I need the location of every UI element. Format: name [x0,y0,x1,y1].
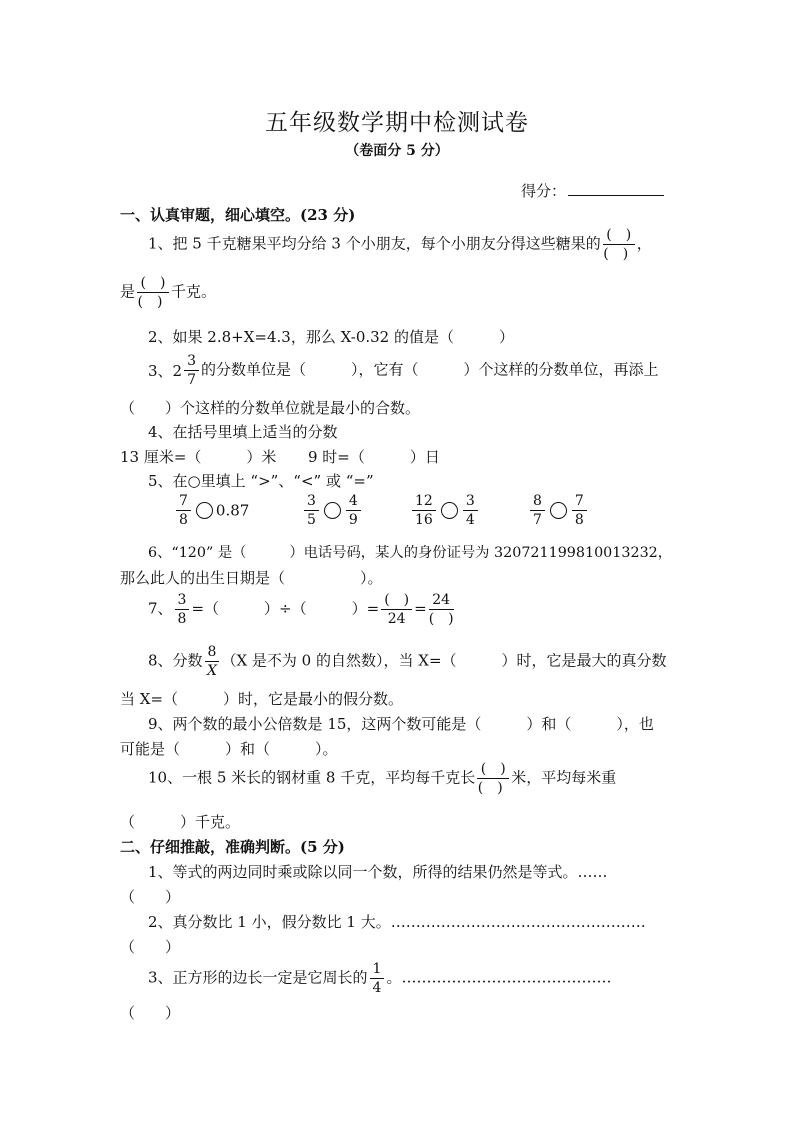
question-1-6-cont: 那么此人的出生日期是（ ）。 [120,569,383,587]
question-1-1-cont [120,276,216,309]
q8-text-a: （X 是不为 0 的自然数），当 X=（ ）时，它是最大的真分数 [221,651,667,670]
judge-3-answer[interactable]: （ ） [120,1004,181,1022]
fraction-8-x: $\frac{8}{X}$ [205,645,220,678]
section-2-heading: 二、仔细推敲，准确判断。(5 分) [120,838,345,856]
question-1-5: 5、在○里填上 “>”、“<” 或 “=” [148,472,374,490]
q10-text-b: 米，平均每米重 [511,768,617,787]
q3-text-a: 的分数单位是（ ），它有（ ）个这样的分数单位，再添上 [201,360,659,379]
question-1-10 [148,762,616,795]
judge-3 [148,962,611,995]
q1-text-a: 1、把 5 千克糖果平均分给 3 个小朋友，每个小朋友分得这些糖果的 [148,234,601,253]
question-1-4: 4、在括号里填上适当的分数 [148,423,338,441]
page-subtitle: （卷面分 5 分） [345,143,449,159]
q4-line-b: 9 时=（ ）日 [308,448,440,466]
question-1-2: 2、如果 2.8+X=4.3，那么 X-0.32 的值是（ ） [148,328,514,346]
q7-prefix: 7、 [148,599,173,618]
judge-3-text-a: 3、正方形的边长一定是它周长的 [148,968,368,987]
judge-2: 2、真分数比 1 小，假分数比 1 大。…………………………………………… [148,913,646,931]
compare-item-1: $\frac{7}{8}$ 0.87 [174,494,249,527]
q3-prefix: 3、2 [148,362,183,380]
question-1-3 [148,354,659,387]
q1-text-d: 千克。 [171,282,217,301]
q8-prefix: 8、分数 [148,651,203,670]
score-field [521,180,664,201]
question-1-1 [148,228,652,261]
fraction-3-8: $\frac{3}{8}$ [175,593,190,626]
question-1-7 [148,593,456,626]
compare-item-3: $\frac{12}{16}$ $\frac{3}{4}$ [410,494,480,527]
blank-fraction[interactable]: $\frac{( )}{( )}$ [137,276,169,309]
q4-line-a: 13 厘米=（ ）米 [120,448,277,466]
judge-1-answer[interactable]: （ ） [120,888,181,906]
judge-2-answer[interactable]: （ ） [120,938,181,956]
compare-item-4: $\frac{8}{7}$ $\frac{7}{8}$ [528,494,589,527]
score-label: 得分： [521,182,567,200]
judge-1: 1、等式的两边同时乘或除以同一个数，所得的结果仍然是等式。…… [148,863,608,881]
q1-text-c: 是 [120,282,136,301]
question-1-9-cont: 可能是（ ）和（ ）。 [120,740,338,758]
question-1-9: 9、两个数的最小公倍数是 15，这两个数可能是（ ）和（ ），也 [148,715,654,733]
section-1-heading: 一、认真审题，细心填空。(23 分) [120,206,356,224]
fraction-blank-24[interactable]: $\frac{( )}{24}$ [381,593,412,626]
q7-equals: = [414,599,427,618]
judge-3-text-b: 。…………………………………… [386,968,612,987]
q1-text-b: ， [636,234,652,253]
fraction-3-7: $\frac{3}{7}$ [184,354,199,387]
compare-circle[interactable] [441,502,458,519]
question-1-8 [148,645,667,678]
page-title: 五年级数学期中检测试卷 [265,110,529,136]
blank-fraction[interactable]: $\frac{( )}{( )}$ [477,762,509,795]
compare-item-2: $\frac{3}{5}$ $\frac{4}{9}$ [302,494,363,527]
question-1-6: 6、“120” 是（ ）电话号码，某人的身份证号为 320721199810013232， [148,545,673,561]
q7-mid: =（ ）÷（ ）= [191,599,380,618]
fraction-24-blank[interactable]: $\frac{24}{( )}$ [428,592,454,627]
question-1-8-cont: 当 X=（ ）时，它是最小的假分数。 [120,690,404,708]
question-1-3-cont: （ ）个这样的分数单位就是最小的合数。 [120,399,421,417]
compare-circle[interactable] [324,502,341,519]
score-blank[interactable] [568,181,664,196]
compare-circle[interactable] [550,502,567,519]
fraction-1-4: $\frac{1}{4}$ [370,962,385,995]
q10-text-a: 10、一根 5 米长的钢材重 8 千克，平均每千克长 [148,768,476,787]
compare-circle[interactable] [196,502,213,519]
blank-fraction[interactable]: $\frac{( )}{( )}$ [603,228,635,261]
question-1-10-cont: （ ）千克。 [120,813,241,831]
